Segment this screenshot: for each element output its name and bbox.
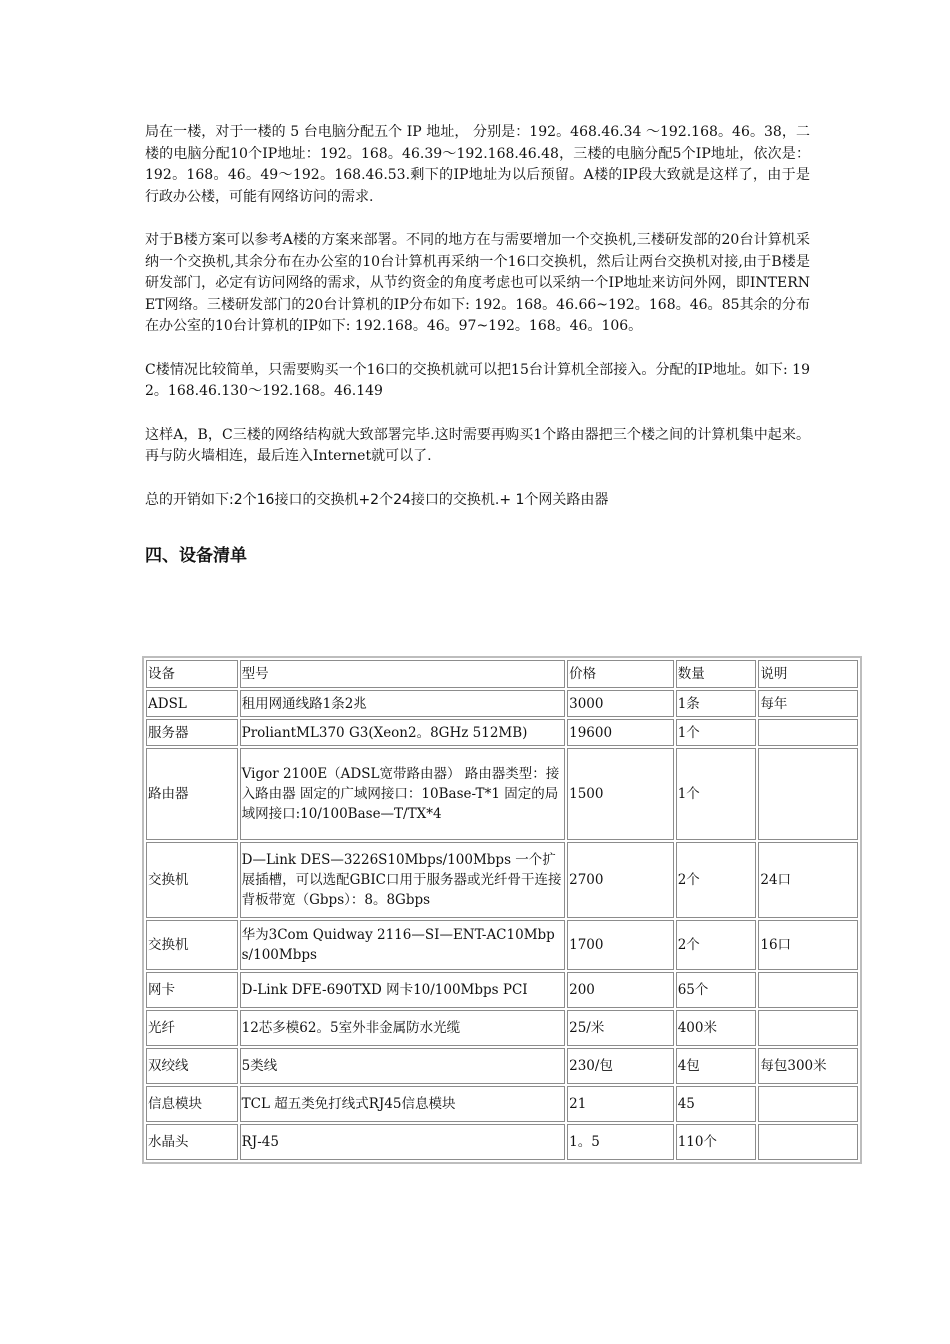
- table-cell: 5类线: [240, 1048, 566, 1084]
- table-cell: 交换机: [146, 920, 238, 970]
- table-cell: 4包: [676, 1048, 757, 1084]
- table-cell: 1个: [676, 748, 757, 840]
- table-cell: [758, 972, 858, 1008]
- table-cell: D—Link DES—3226S10Mbps/100Mbps 一个扩展插槽，可以选配GBIC口用于服务器或光纤骨干连接 背板带宽（Gbps）：8。8Gbps: [240, 842, 566, 918]
- table-cell: 网卡: [146, 972, 238, 1008]
- table-row: [146, 972, 858, 1008]
- table-row: [146, 748, 858, 840]
- table-cell: RJ-45: [240, 1124, 566, 1160]
- table-cell: ProliantML370 G3(Xeon2。8GHz 512MB): [240, 719, 566, 746]
- table-row: [146, 1124, 858, 1160]
- header-cell: 说明: [758, 660, 858, 688]
- header-cell: 设备: [146, 660, 238, 688]
- table-header-row: [146, 660, 858, 688]
- table-cell: 1500: [567, 748, 674, 840]
- table-cell: 21: [567, 1086, 674, 1122]
- table-cell: 19600: [567, 719, 674, 746]
- table-row: [146, 842, 858, 918]
- equipment-table: [142, 656, 862, 1164]
- table-row: [146, 1048, 858, 1084]
- table-cell: 2个: [676, 842, 757, 918]
- table-cell: 华为3Com Quidway 2116—SI—ENT-AC10Mbps/100Mbps: [240, 920, 566, 970]
- table-cell: [758, 748, 858, 840]
- table-cell: 信息模块: [146, 1086, 238, 1122]
- table-cell: D-Link DFE-690TXD 网卡10/100Mbps PCI: [240, 972, 566, 1008]
- table-cell: 每年: [758, 690, 858, 717]
- paragraph-building-b: 对于B楼方案可以参考A楼的方案来部署。不同的地方在与需要增加一个交换机,三楼研发部的20台计算机采纳一个交换机,其余分布在办公室的10台计算机再采纳一个16口交换机，然后让两台交换机对接,由于B楼是研发部门，必定有访问网络的需求，从节约资金的角度考虑也可以采纳一个IP地址来访问外网，即INTERNET网络。三楼研发部门的20台计算机的IP分布如下: 192。168。46.66~192。168。46。85其余的分布在办公室的10台计算机的IP如下: 192.168。46。97~192。168。46。106。: [145, 232, 810, 334]
- document-body: [145, 122, 810, 582]
- table-cell: [758, 1124, 858, 1160]
- table-row: [146, 1086, 858, 1122]
- cost-summary: 总的开销如下:2个16接口的交换机+2个24接口的交换机.+ 1个网关路由器: [145, 491, 609, 508]
- table-cell: 3000: [567, 690, 674, 717]
- table-cell: 路由器: [146, 748, 238, 840]
- table-row: [146, 920, 858, 970]
- table-row: [146, 690, 858, 717]
- section-title: 四、设备清单: [145, 546, 247, 566]
- paragraph-building-c: C楼情况比较简单，只需要购买一个16口的交换机就可以把15台计算机全部接入。分配的IP地址。如下: 192。168.46.130～192.168。46.149: [145, 361, 810, 399]
- table-cell: 交换机: [146, 842, 238, 918]
- table-row: [146, 1010, 858, 1046]
- table-cell: ADSL: [146, 690, 238, 717]
- table-cell: 1条: [676, 690, 757, 717]
- table-cell: 1700: [567, 920, 674, 970]
- table-cell: 双绞线: [146, 1048, 238, 1084]
- table-cell: 2700: [567, 842, 674, 918]
- table-cell: 水晶头: [146, 1124, 238, 1160]
- table-cell: 1。5: [567, 1124, 674, 1160]
- table-cell: [758, 1086, 858, 1122]
- table-cell: 400米: [676, 1010, 757, 1046]
- table-cell: 65个: [676, 972, 757, 1008]
- table-cell: [758, 1010, 858, 1046]
- table-cell: 200: [567, 972, 674, 1008]
- table-cell: 110个: [676, 1124, 757, 1160]
- table-cell: 12芯多模62。5室外非金属防水光缆: [240, 1010, 566, 1046]
- table-cell: 25/米: [567, 1010, 674, 1046]
- table-cell: TCL 超五类免打线式RJ45信息模块: [240, 1086, 566, 1122]
- table-cell: 45: [676, 1086, 757, 1122]
- table-row: [146, 719, 858, 746]
- table-cell: 服务器: [146, 719, 238, 746]
- table-cell: 光纤: [146, 1010, 238, 1046]
- table-cell: 租用网通线路1条2兆: [240, 690, 566, 717]
- table-cell: 16口: [758, 920, 858, 970]
- header-cell: 数量: [676, 660, 757, 688]
- table-cell: 24口: [758, 842, 858, 918]
- table-cell: 2个: [676, 920, 757, 970]
- header-cell: 型号: [240, 660, 566, 688]
- paragraph-network-summary: 这样A，B，C三楼的网络结构就大致部署完毕.这时需要再购买1个路由器把三个楼之间的计算机集中起来。再与防火墙相连，最后连入Internet就可以了.: [145, 426, 810, 464]
- table-cell: [758, 719, 858, 746]
- table-cell: Vigor 2100E（ADSL宽带路由器） 路由器类型：接入路由器 固定的广域网接口：10Base-T*1 固定的局域网接口:10/100Base—T/TX*4: [240, 748, 566, 840]
- header-cell: 价格: [567, 660, 674, 688]
- table-cell: 1个: [676, 719, 757, 746]
- table-cell: 230/包: [567, 1048, 674, 1084]
- paragraph-building-a: 局在一楼，对于一楼的 5 台电脑分配五个 IP 地址， 分别是：192。468.46.34 ～192.168。46。38，二楼的电脑分配10个IP地址：192。168。46.39～192.168.46.48，三楼的电脑分配5个IP地址，依次是：192。168。46。49～192。168.46.53.剩下的IP地址为以后预留。A楼的IP段大致就是这样了，由于是行政办公楼，可能有网络访问的需求.: [145, 124, 810, 205]
- table-cell: 每包300米: [758, 1048, 858, 1084]
